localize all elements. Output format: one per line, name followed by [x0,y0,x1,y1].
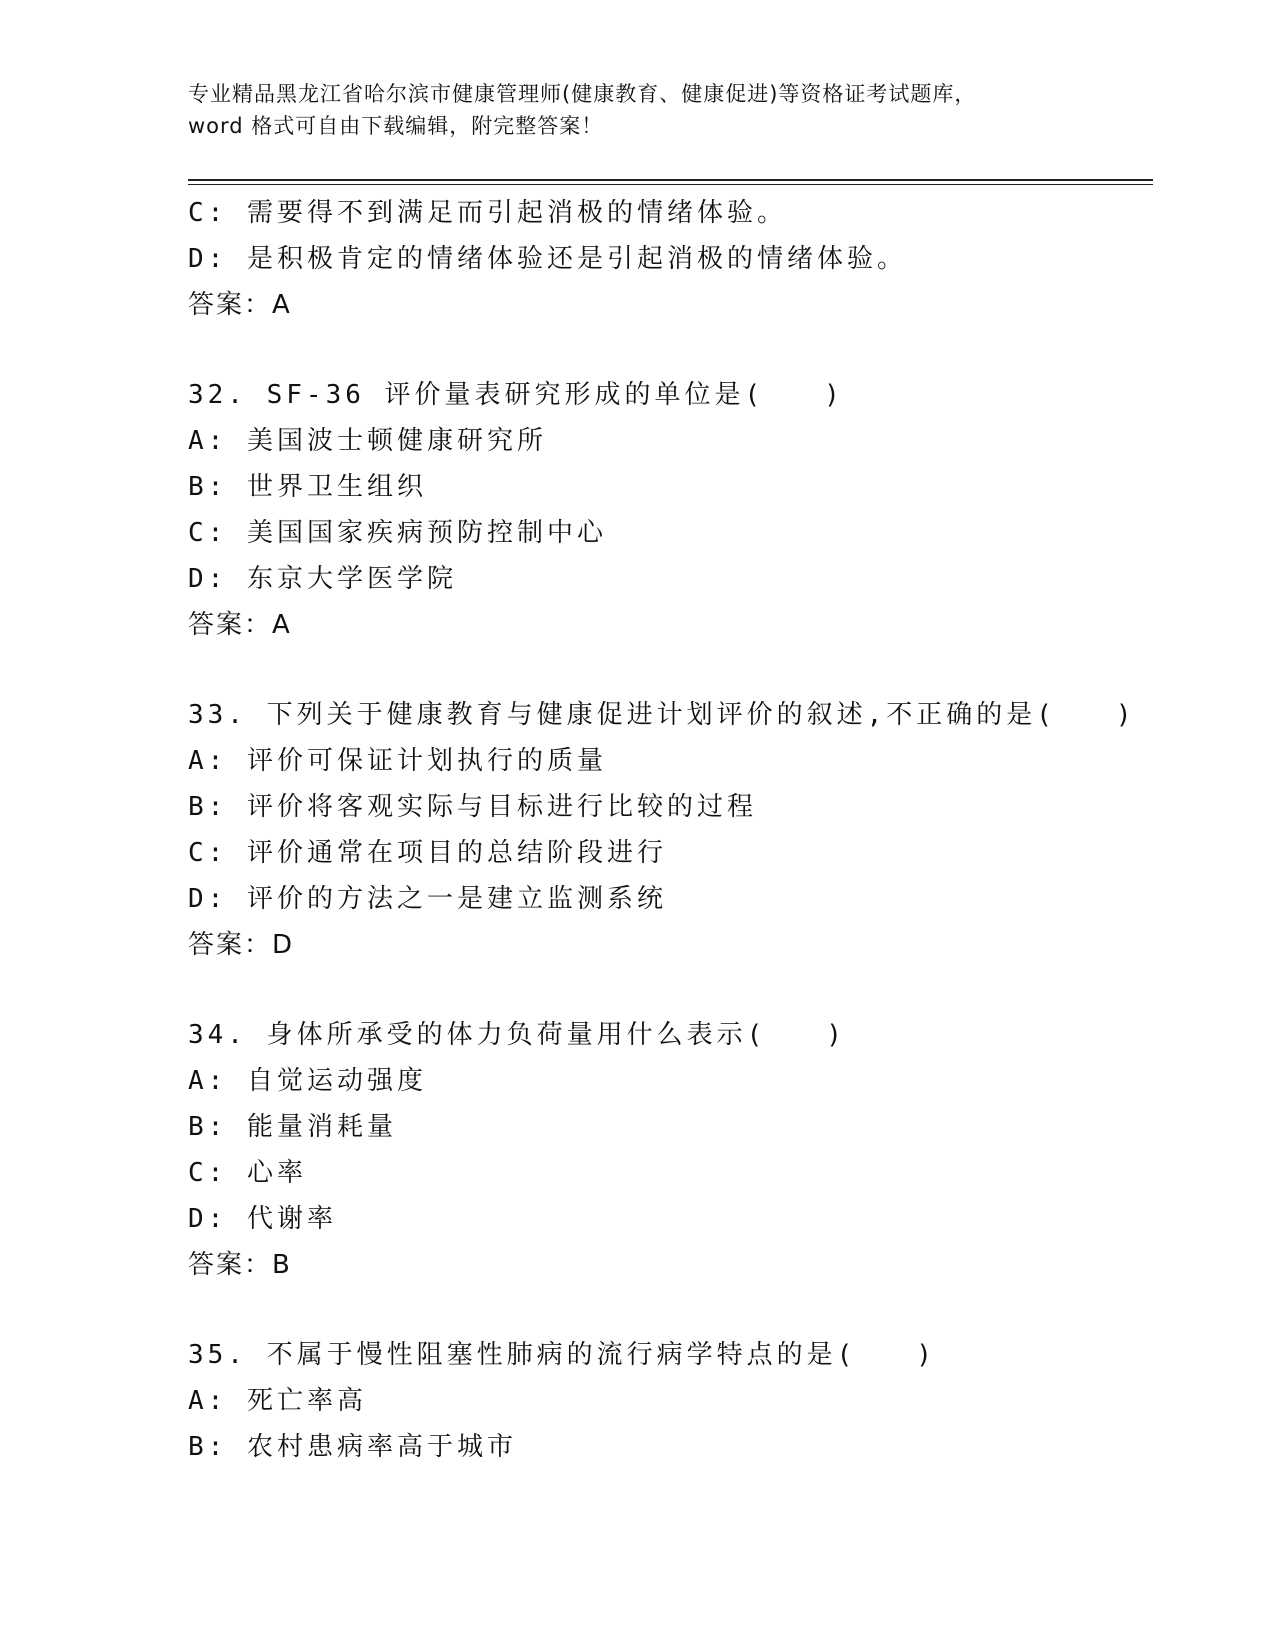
question-stem: 32. SF-36 评价量表研究形成的单位是( ) [188,380,844,410]
option-d: D: 东京大学医学院 [188,564,457,594]
option-b: B: 世界卫生组织 [188,472,427,502]
option-d: D: 评价的方法之一是建立监测系统 [188,884,667,914]
option-b: B: 能量消耗量 [188,1112,397,1142]
document-header [188,78,1088,142]
option-b: B: 评价将客观实际与目标进行比较的过程 [188,792,757,822]
header-rule-thin [188,184,1153,185]
question-stem: 35. 不属于慢性阻塞性肺病的流行病学特点的是( ) [188,1340,936,1370]
header-rule-thick [188,179,1153,181]
answer-line: 答案：B [188,1250,292,1280]
option-d: D: 是积极肯定的情绪体验还是引起消极的情绪体验。 [188,244,907,274]
question-32 [188,372,1148,648]
option-c: C: 美国国家疾病预防控制中心 [188,518,607,548]
question-list [188,190,1148,1470]
header-line-1: 专业精品黑龙江省哈尔滨市健康管理师(健康教育、健康促进)等资格证考试题库， [188,82,977,106]
option-b: B: 农村患病率高于城市 [188,1432,517,1462]
question-33 [188,692,1148,968]
option-c: C: 心率 [188,1158,307,1188]
header-line-2: word 格式可自由下载编辑，附完整答案！ [188,114,604,138]
option-c: C: 需要得不到满足而引起消极的情绪体验。 [188,198,787,228]
option-a: A: 死亡率高 [188,1386,367,1416]
option-a: A: 评价可保证计划执行的质量 [188,746,607,776]
option-c: C: 评价通常在项目的总结阶段进行 [188,838,667,868]
question-34 [188,1012,1148,1288]
question-stem: 34. 身体所承受的体力负荷量用什么表示( ) [188,1020,846,1050]
question-stem: 33. 下列关于健康教育与健康促进计划评价的叙述,不正确的是( ) [188,700,1136,730]
answer-line: 答案：A [188,610,292,640]
question-35 [188,1332,1148,1470]
option-d: D: 代谢率 [188,1204,337,1234]
option-a: A: 美国波士顿健康研究所 [188,426,547,456]
answer-line: 答案：A [188,290,292,320]
option-a: A: 自觉运动强度 [188,1066,427,1096]
answer-line: 答案：D [188,930,295,960]
question-continued [188,190,1148,328]
